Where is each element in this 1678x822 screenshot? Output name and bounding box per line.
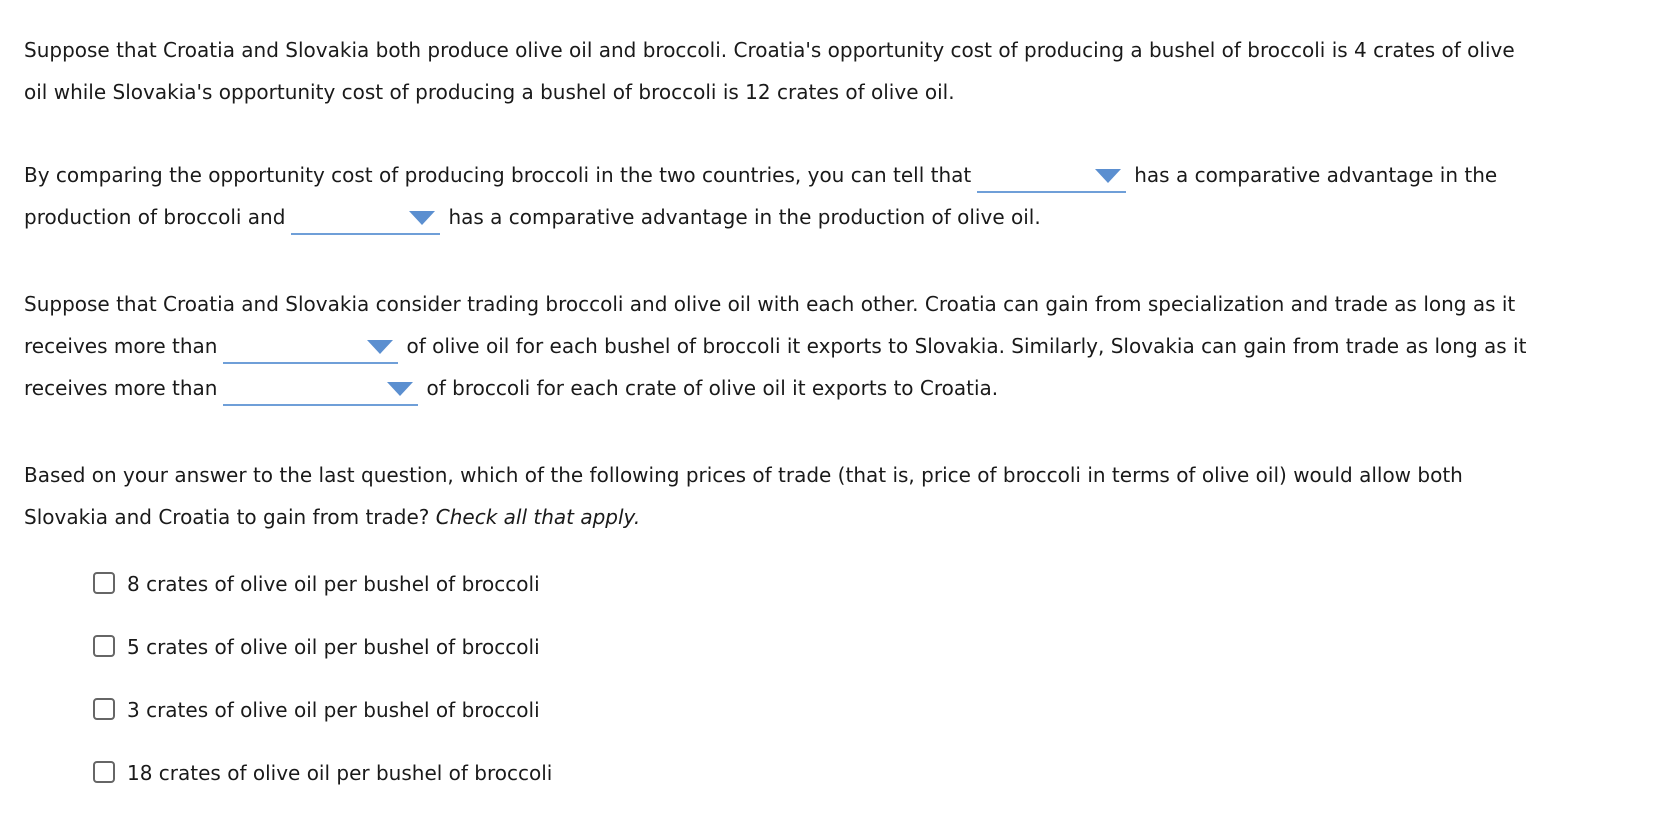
- dropdown-arrow-icon: [1095, 169, 1121, 183]
- dropdown-arrow-icon: [409, 211, 435, 225]
- q1-text-before-dropdown-2: production of broccoli and: [24, 205, 286, 229]
- option-label: 3 crates of olive oil per bushel of broccoli: [127, 698, 540, 722]
- q3-line-1: Based on your answer to the last question, which of the following prices of trade (that is, price of broccoli in terms of olive oil) would allow both: [24, 463, 1463, 487]
- croatia-min-price-dropdown[interactable]: [223, 328, 398, 364]
- question-2-paragraph: [24, 283, 1526, 409]
- q2-text-before-dropdown-4: receives more than: [24, 376, 218, 400]
- q2-text-before-dropdown-3: receives more than: [24, 334, 218, 358]
- q1-text-after-dropdown-1: has a comparative advantage in the: [1134, 163, 1498, 187]
- q2-line-3: [24, 367, 1526, 409]
- checkbox[interactable]: [93, 635, 115, 657]
- option-8-crates[interactable]: [93, 566, 540, 602]
- checkbox[interactable]: [93, 761, 115, 783]
- option-label: 18 crates of olive oil per bushel of broccoli: [127, 761, 553, 785]
- q2-line-2: [24, 325, 1526, 367]
- q3-line-2: [24, 496, 1463, 538]
- intro-line-2: oil while Slovakia's opportunity cost of producing a bushel of broccoli is 12 crates of olive oil.: [24, 80, 955, 104]
- slovakia-min-price-dropdown[interactable]: [223, 370, 418, 406]
- q1-line-2: [24, 196, 1497, 238]
- checkbox[interactable]: [93, 698, 115, 720]
- q1-text-before-dropdown-1: By comparing the opportunity cost of producing broccoli in the two countries, you can tell that: [24, 163, 972, 187]
- checkbox[interactable]: [93, 572, 115, 594]
- q1-line-1: [24, 154, 1497, 196]
- q2-text-after-dropdown-4: of broccoli for each crate of olive oil it exports to Croatia.: [426, 376, 999, 400]
- q3-line-2-text: Slovakia and Croatia to gain from trade?: [24, 505, 430, 529]
- q2-text-after-dropdown-3: of olive oil for each bushel of broccoli it exports to Slovakia. Similarly, Slovakia can gain from trade as long as it: [406, 334, 1527, 358]
- dropdown-arrow-icon: [387, 382, 413, 396]
- option-3-crates[interactable]: [93, 692, 540, 728]
- option-label: 5 crates of olive oil per bushel of broccoli: [127, 635, 540, 659]
- option-label: 8 crates of olive oil per bushel of broccoli: [127, 572, 540, 596]
- question-1-paragraph: [24, 154, 1497, 238]
- question-3-paragraph: [24, 454, 1463, 538]
- intro-line-1: Suppose that Croatia and Slovakia both produce olive oil and broccoli. Croatia's opportunity cost of producing a bushel of broccoli is 4 crates of olive: [24, 38, 1515, 62]
- comparative-advantage-olive-oil-dropdown[interactable]: [291, 199, 440, 235]
- option-5-crates[interactable]: [93, 629, 540, 665]
- q3-instruction: Check all that apply.: [435, 505, 641, 529]
- dropdown-arrow-icon: [367, 340, 393, 354]
- option-18-crates[interactable]: [93, 755, 552, 791]
- intro-paragraph: [24, 29, 1515, 113]
- q1-text-after-dropdown-2: has a comparative advantage in the production of olive oil.: [448, 205, 1041, 229]
- comparative-advantage-broccoli-dropdown[interactable]: [977, 157, 1126, 193]
- q2-line-1: Suppose that Croatia and Slovakia consider trading broccoli and olive oil with each other. Croatia can gain from specialization and trade as long as it: [24, 292, 1516, 316]
